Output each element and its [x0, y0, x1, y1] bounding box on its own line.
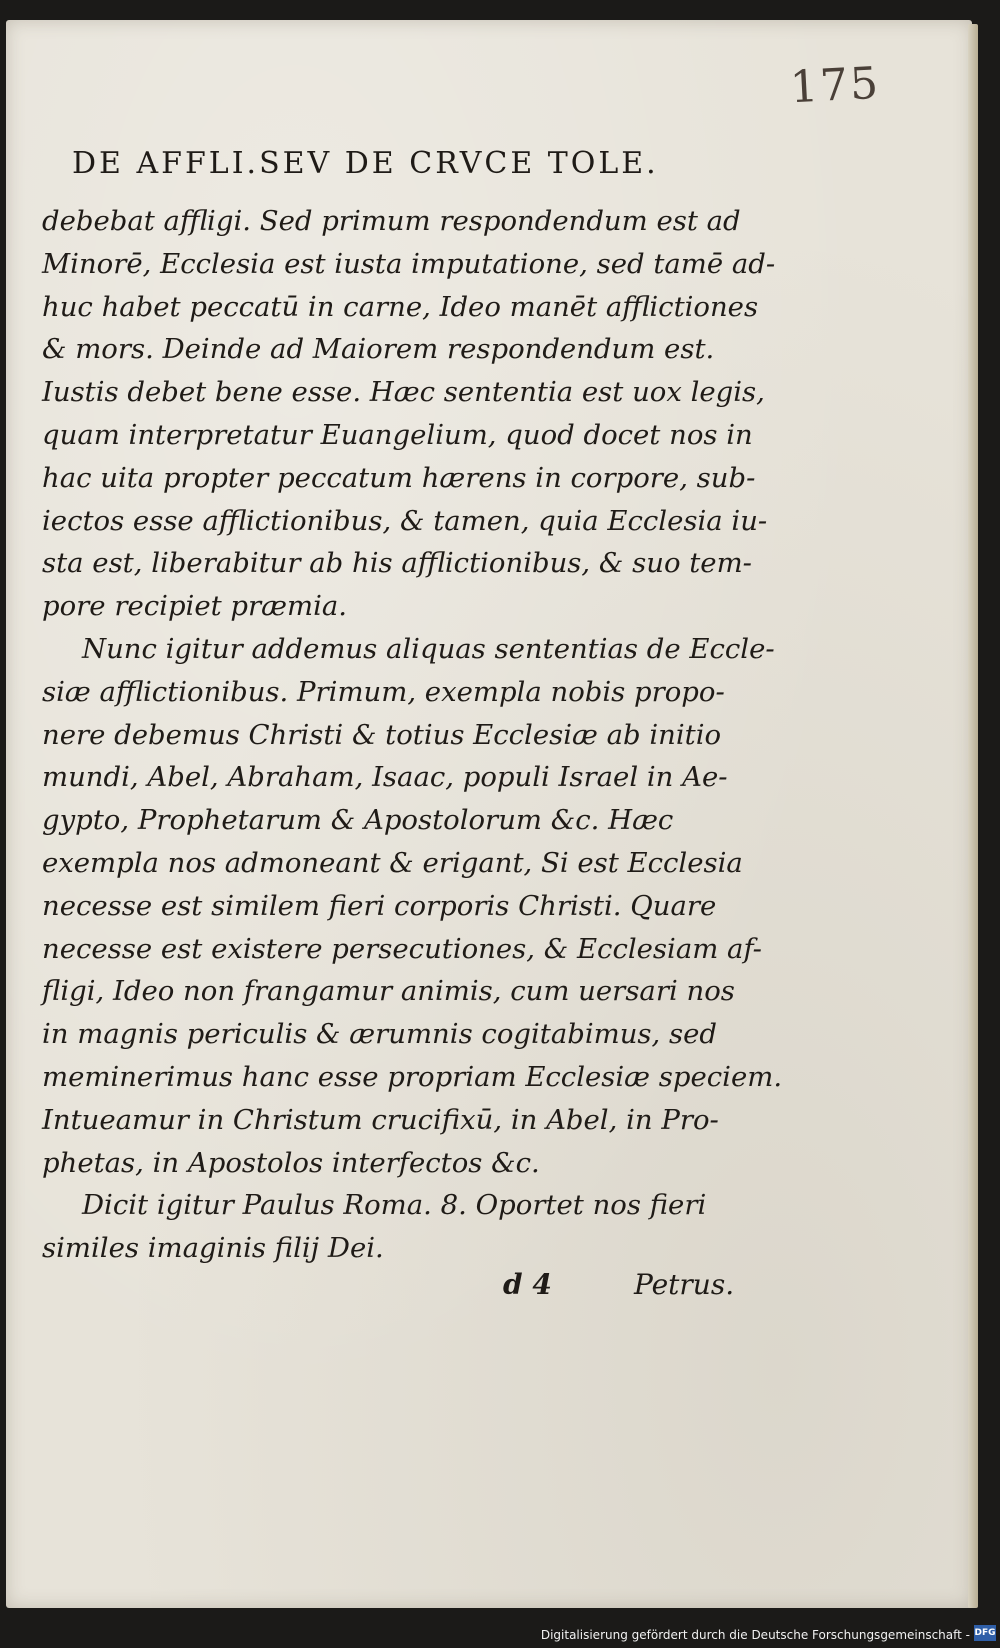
body-text — [42, 200, 783, 1270]
text-line: pore recipiet præmia. — [42, 590, 348, 623]
text-line: exempla nos admoneant & erigant, Si est Ecclesia — [42, 846, 743, 879]
text-line: in magnis periculis & ærumnis cogitabimus, sed — [42, 1018, 717, 1051]
text-line: mundi, Abel, Abraham, Isaac, populi Israel in Ae- — [42, 761, 728, 794]
text-line: Nunc igitur addemus aliquas sententias de Eccle- — [82, 632, 775, 665]
text-line: gypto, Prophetarum & Apostolorum &c. Hæc — [42, 804, 674, 837]
text-line: meminerimus hanc esse propriam Ecclesiæ speciem. — [42, 1060, 783, 1093]
text-line: necesse est similem fieri corporis Christi. Quare — [42, 889, 717, 922]
text-line: huc habet peccatū in carne, Ideo manēt afflictiones — [42, 290, 759, 323]
text-line: iectos esse afflictionibus, & tamen, quia Ecclesia iu- — [42, 504, 768, 537]
text-line: & mors. Deinde ad Maiorem respondendum est. — [42, 333, 715, 366]
catchword: Petrus. — [634, 1268, 735, 1301]
running-head: DE AFFLI.SEV DE CRVCE TOLE. — [72, 146, 659, 181]
text-line: siæ afflictionibus. Primum, exempla nobis propo- — [42, 675, 725, 708]
text-line: hac uita propter peccatum hærens in corpore, sub- — [42, 461, 756, 494]
text-line: Intueamur in Christum crucifixū, in Abel, in Pro- — [42, 1103, 719, 1136]
text-line: fligi, Ideo non frangamur animis, cum uersari nos — [42, 975, 735, 1008]
signature-mark: d 4 — [503, 1268, 552, 1301]
text-line: Iustis debet bene esse. Hæc sententia est uox legis, — [42, 376, 765, 409]
text-line: sta est, liberabitur ab his afflictionibus, & suo tem- — [42, 547, 752, 580]
dfg-logo-icon: DFG — [974, 1625, 996, 1641]
page-edge — [968, 24, 978, 1608]
text-line: Dicit igitur Paulus Roma. 8. Oportet nos fieri — [82, 1189, 707, 1222]
text-line: debebat affligi. Sed primum respondendum est ad — [42, 205, 741, 237]
text-line: necesse est existere persecutiones, & Ecclesiam af- — [42, 932, 762, 965]
text-line: phetas, in Apostolos interfectos &c. — [42, 1146, 540, 1179]
text-line: nere debemus Christi & totius Ecclesiæ ab initio — [42, 718, 722, 751]
text-line: Minorē, Ecclesia est iusta imputatione, sed tamē ad- — [42, 247, 776, 280]
text-line: quam interpretatur Euangelium, quod docet nos in — [42, 418, 753, 451]
footer-credit: Digitalisierung gefördert durch die Deutsche Forschungsgemeinschaft - — [540, 1628, 970, 1642]
text-line: similes imaginis filij Dei. — [42, 1232, 384, 1265]
handwritten-folio-number: 175 — [788, 57, 882, 114]
